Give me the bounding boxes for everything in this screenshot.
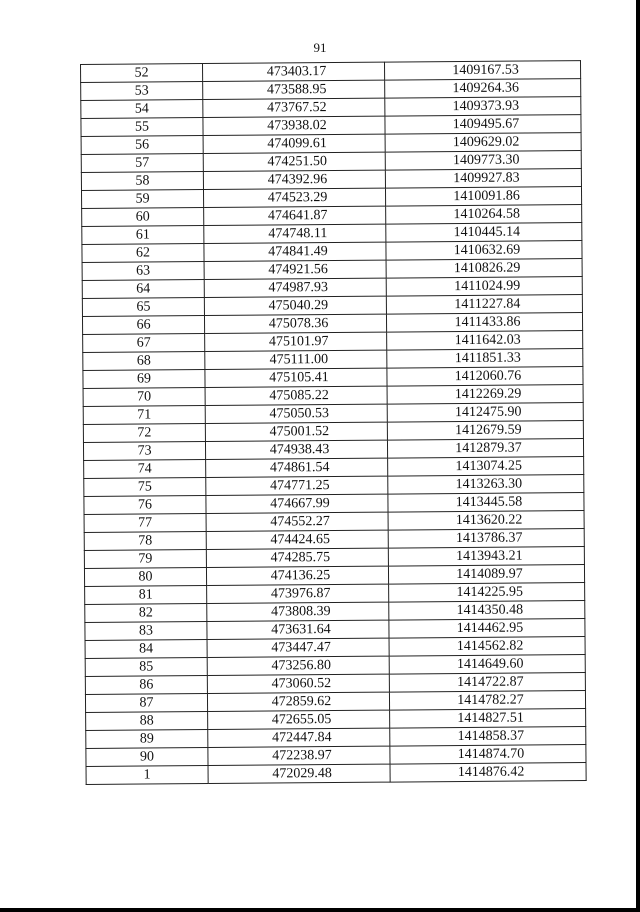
point-number-cell: 80 [84, 568, 206, 587]
x-coordinate-cell: 473976.87 [207, 584, 389, 603]
table-row [86, 763, 586, 785]
y-coordinate-cell: 1410826.29 [386, 259, 582, 279]
point-number-cell: 79 [84, 550, 206, 569]
y-coordinate-cell: 1410091.86 [385, 187, 581, 207]
x-coordinate-cell: 474136.25 [206, 566, 388, 585]
y-coordinate-cell: 1412060.76 [387, 367, 583, 387]
point-number-cell: 84 [85, 640, 207, 659]
point-number-cell: 76 [84, 496, 206, 515]
x-coordinate-cell: 473808.39 [207, 602, 389, 621]
point-number-cell: 90 [86, 748, 208, 767]
point-number-cell: 56 [81, 136, 203, 155]
point-number-cell: 62 [82, 244, 204, 263]
x-coordinate-cell: 474099.61 [203, 134, 385, 153]
point-number-cell: 81 [85, 586, 207, 605]
point-number-cell: 65 [82, 298, 204, 317]
y-coordinate-cell: 1414649.60 [389, 655, 585, 675]
y-coordinate-cell: 1409927.83 [385, 169, 581, 189]
x-coordinate-cell: 473631.64 [207, 620, 389, 639]
x-coordinate-cell: 475105.41 [205, 368, 387, 387]
x-coordinate-cell: 473938.02 [203, 116, 385, 135]
point-number-cell: 63 [82, 262, 204, 281]
x-coordinate-cell: 475040.29 [204, 296, 386, 315]
point-number-cell: 66 [82, 316, 204, 335]
y-coordinate-cell: 1412879.37 [387, 439, 583, 459]
y-coordinate-cell: 1411642.03 [387, 331, 583, 351]
x-coordinate-cell: 474841.49 [204, 242, 386, 261]
scan-edge-right [636, 0, 640, 912]
point-number-cell: 74 [84, 460, 206, 479]
y-coordinate-cell: 1414722.87 [389, 673, 585, 693]
x-coordinate-cell: 472029.48 [208, 764, 390, 783]
point-number-cell: 68 [83, 352, 205, 371]
point-number-cell: 60 [82, 208, 204, 227]
x-coordinate-cell: 474552.27 [206, 512, 388, 531]
point-number-cell: 64 [82, 280, 204, 299]
x-coordinate-cell: 472655.05 [208, 710, 390, 729]
y-coordinate-cell: 1414876.42 [390, 763, 586, 783]
point-number-cell: 59 [81, 190, 203, 209]
y-coordinate-cell: 1411851.33 [387, 349, 583, 369]
x-coordinate-cell: 472859.62 [207, 692, 389, 711]
y-coordinate-cell: 1412679.59 [387, 421, 583, 441]
y-coordinate-cell: 1410264.58 [386, 205, 582, 225]
y-coordinate-cell: 1409373.93 [385, 97, 581, 117]
x-coordinate-cell: 475050.53 [205, 404, 387, 423]
x-coordinate-cell: 474987.93 [204, 278, 386, 297]
y-coordinate-cell: 1414562.82 [389, 637, 585, 657]
y-coordinate-cell: 1413943.21 [388, 547, 584, 567]
y-coordinate-cell: 1410632.69 [386, 241, 582, 261]
point-number-cell: 71 [83, 406, 205, 425]
x-coordinate-cell: 475001.52 [205, 422, 387, 441]
point-number-cell: 78 [84, 532, 206, 551]
x-coordinate-cell: 473256.80 [207, 656, 389, 675]
point-number-cell: 82 [85, 604, 207, 623]
x-coordinate-cell: 474424.65 [206, 530, 388, 549]
point-number-cell: 85 [85, 658, 207, 677]
point-number-cell: 86 [85, 676, 207, 695]
point-number-cell: 87 [85, 694, 207, 713]
x-coordinate-cell: 473403.17 [203, 62, 385, 81]
y-coordinate-cell: 1413445.58 [388, 493, 584, 513]
point-number-cell: 69 [83, 370, 205, 389]
coordinates-table-wrapper [80, 60, 586, 785]
y-coordinate-cell: 1409495.67 [385, 115, 581, 135]
point-number-cell: 54 [81, 100, 203, 119]
y-coordinate-cell: 1409629.02 [385, 133, 581, 153]
scan-edge-bottom [0, 908, 640, 912]
y-coordinate-cell: 1414827.51 [390, 709, 586, 729]
x-coordinate-cell: 474392.96 [203, 170, 385, 189]
x-coordinate-cell: 474771.25 [206, 476, 388, 495]
x-coordinate-cell: 475111.00 [205, 350, 387, 369]
x-coordinate-cell: 473588.95 [203, 80, 385, 99]
y-coordinate-cell: 1409264.36 [385, 79, 581, 99]
x-coordinate-cell: 472447.84 [208, 728, 390, 747]
y-coordinate-cell: 1411024.99 [386, 277, 582, 297]
point-number-cell: 72 [83, 424, 205, 443]
x-coordinate-cell: 474641.87 [204, 206, 386, 225]
x-coordinate-cell: 473767.52 [203, 98, 385, 117]
y-coordinate-cell: 1413074.25 [388, 457, 584, 477]
point-number-cell: 67 [83, 334, 205, 353]
x-coordinate-cell: 474251.50 [203, 152, 385, 171]
y-coordinate-cell: 1414350.48 [389, 601, 585, 621]
point-number-cell: 89 [86, 730, 208, 749]
point-number-cell: 77 [84, 514, 206, 533]
y-coordinate-cell: 1414782.27 [389, 691, 585, 711]
y-coordinate-cell: 1411433.86 [386, 313, 582, 333]
x-coordinate-cell: 474921.56 [204, 260, 386, 279]
y-coordinate-cell: 1409167.53 [384, 61, 580, 81]
x-coordinate-cell: 474523.29 [203, 188, 385, 207]
point-number-cell: 83 [85, 622, 207, 641]
x-coordinate-cell: 474861.54 [206, 458, 388, 477]
x-coordinate-cell: 473447.47 [207, 638, 389, 657]
point-number-cell: 58 [81, 172, 203, 191]
y-coordinate-cell: 1414858.37 [390, 727, 586, 747]
x-coordinate-cell: 472238.97 [208, 746, 390, 765]
x-coordinate-cell: 474748.11 [204, 224, 386, 243]
point-number-cell: 57 [81, 154, 203, 173]
point-number-cell: 75 [84, 478, 206, 497]
y-coordinate-cell: 1411227.84 [386, 295, 582, 315]
x-coordinate-cell: 473060.52 [207, 674, 389, 693]
y-coordinate-cell: 1414462.95 [389, 619, 585, 639]
y-coordinate-cell: 1412269.29 [387, 385, 583, 405]
y-coordinate-cell: 1409773.30 [385, 151, 581, 171]
point-number-cell: 73 [83, 442, 205, 461]
point-number-cell: 61 [82, 226, 204, 245]
point-number-cell: 70 [83, 388, 205, 407]
y-coordinate-cell: 1413263.30 [388, 475, 584, 495]
point-number-cell: 88 [86, 712, 208, 731]
y-coordinate-cell: 1413620.22 [388, 511, 584, 531]
x-coordinate-cell: 475078.36 [204, 314, 386, 333]
y-coordinate-cell: 1410445.14 [386, 223, 582, 243]
y-coordinate-cell: 1414225.95 [389, 583, 585, 603]
y-coordinate-cell: 1412475.90 [387, 403, 583, 423]
point-number-cell: 52 [81, 64, 203, 83]
point-number-cell: 55 [81, 118, 203, 137]
x-coordinate-cell: 475085.22 [205, 386, 387, 405]
x-coordinate-cell: 474938.43 [205, 440, 387, 459]
page-number: 91 [313, 40, 327, 55]
x-coordinate-cell: 475101.97 [205, 332, 387, 351]
x-coordinate-cell: 474285.75 [206, 548, 388, 567]
point-number-cell: 1 [86, 766, 208, 785]
coordinates-table [80, 60, 587, 785]
point-number-cell: 53 [81, 82, 203, 101]
coordinates-table-body [81, 61, 587, 785]
x-coordinate-cell: 474667.99 [206, 494, 388, 513]
y-coordinate-cell: 1413786.37 [388, 529, 584, 549]
y-coordinate-cell: 1414874.70 [390, 745, 586, 765]
y-coordinate-cell: 1414089.97 [388, 565, 584, 585]
